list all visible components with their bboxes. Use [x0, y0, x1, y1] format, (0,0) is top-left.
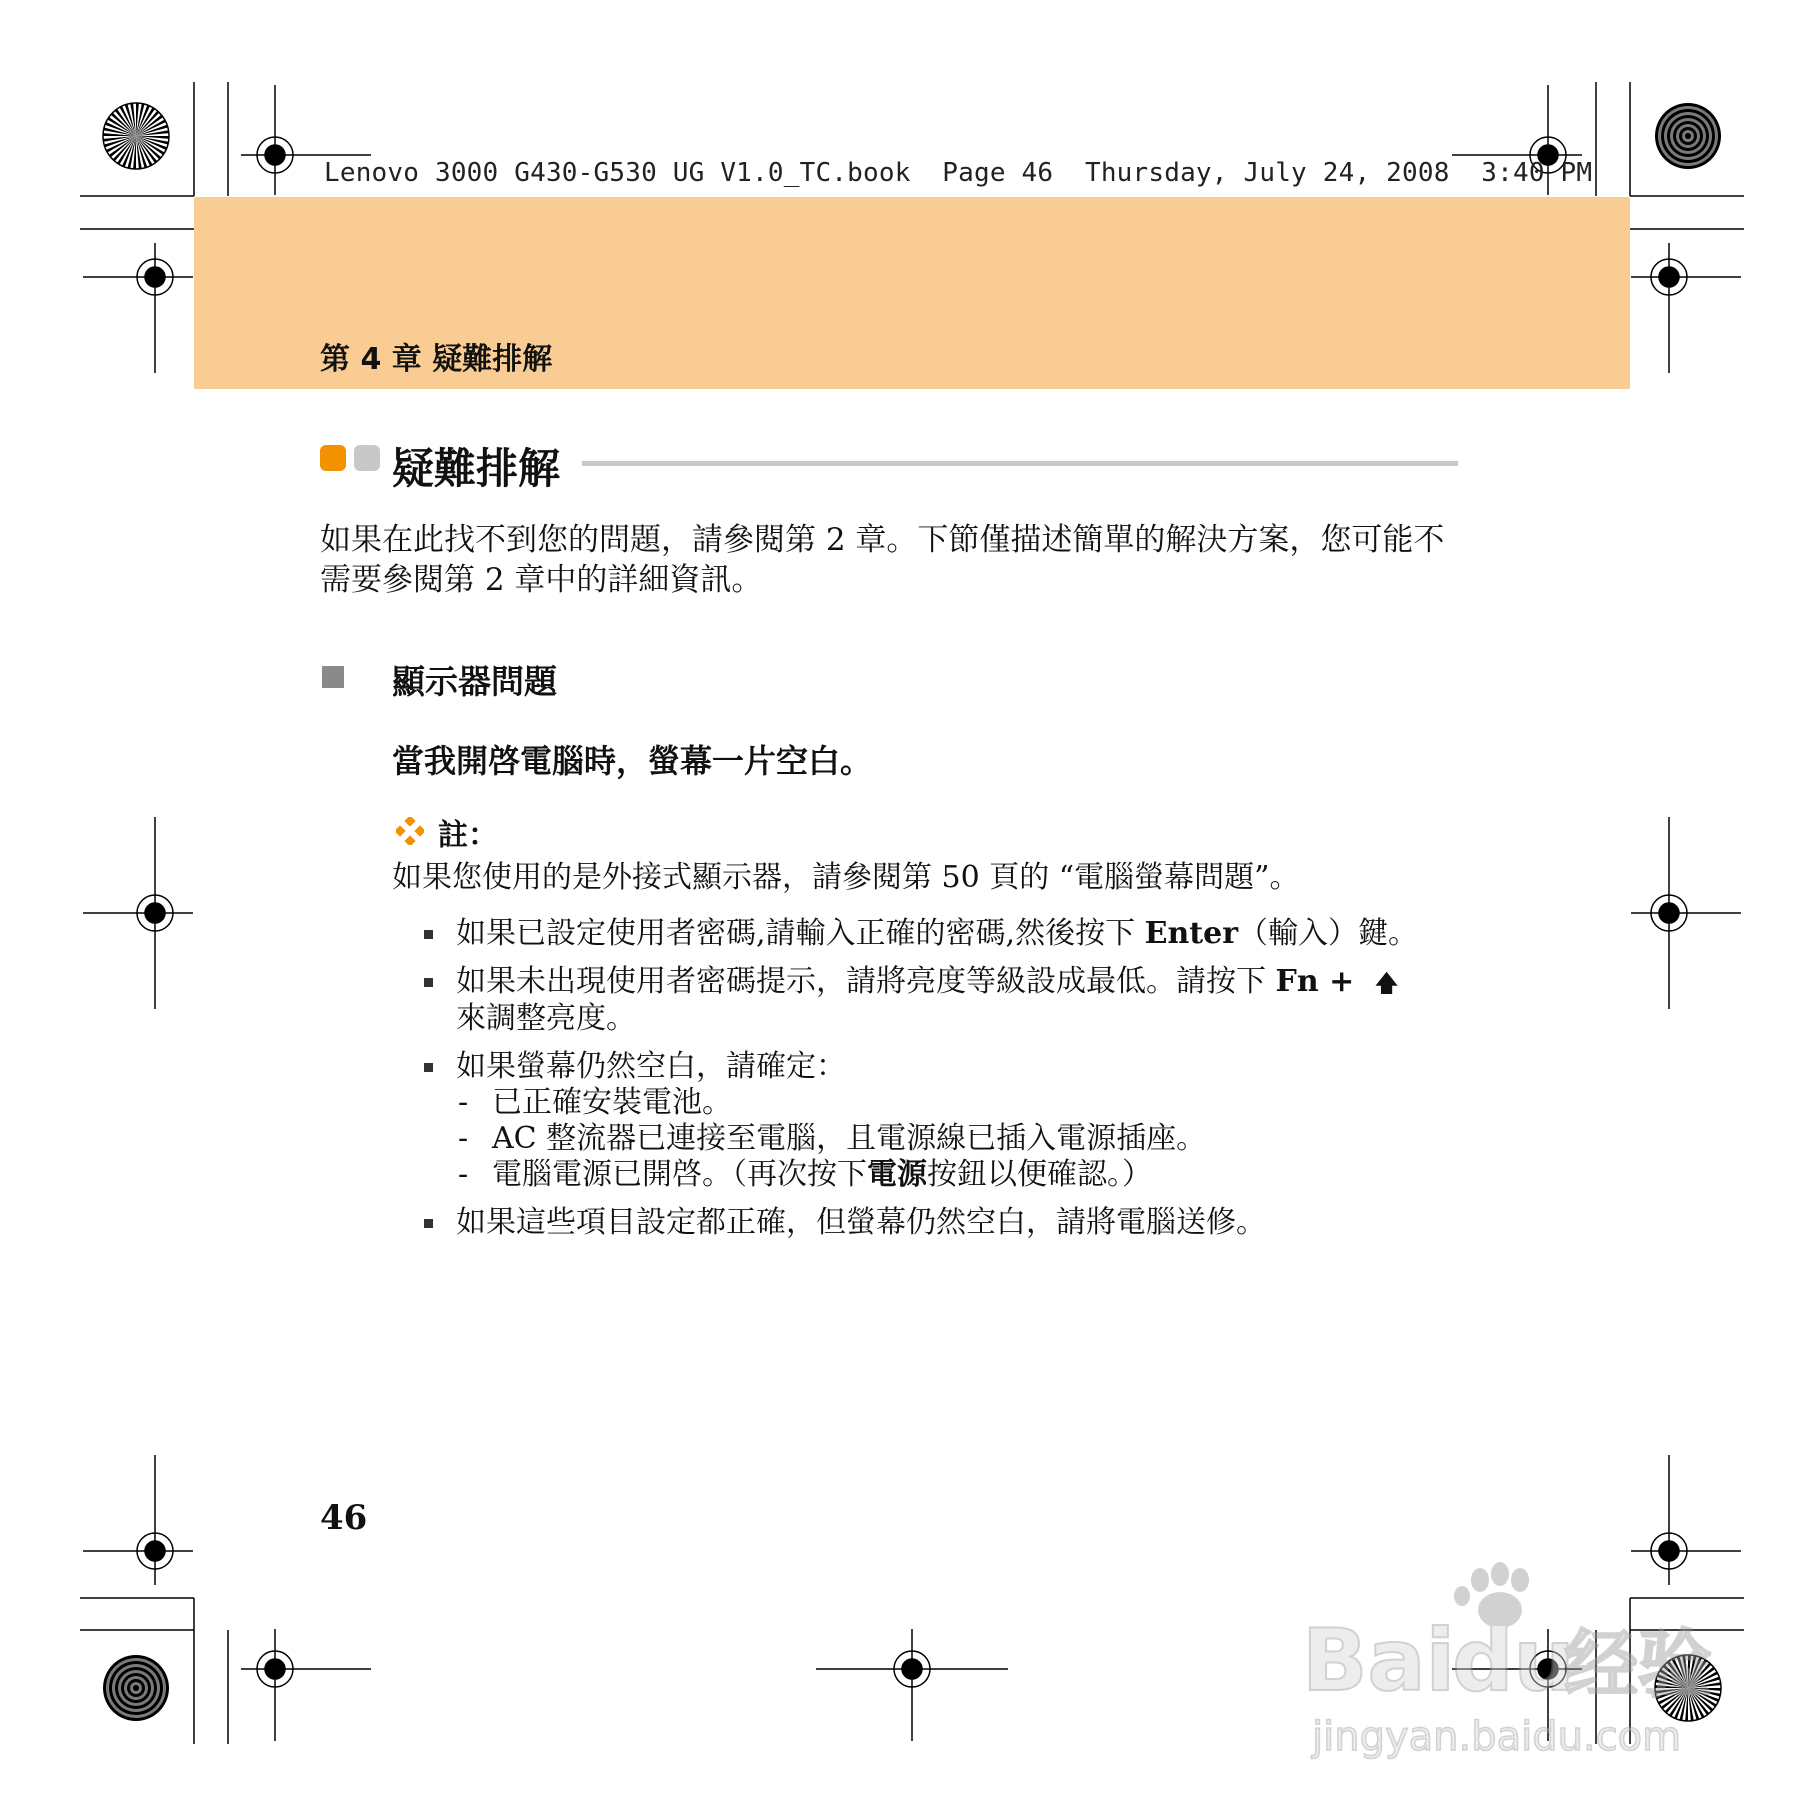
- list-item-text: 如果未出現使用者密碼提示，請將亮度等級設成最低。請按下: [456, 964, 1276, 999]
- bullet-icon: [424, 930, 433, 939]
- section-gray-marker: [354, 445, 380, 471]
- book-file-header: Lenovo 3000 G430-G530 UG V1.0_TC.book Page 46 Thursday, July 24, 2008 3:40 PM: [324, 158, 1593, 188]
- watermark-brand-du: du: [1452, 1611, 1575, 1711]
- power-label: 電源: [867, 1157, 927, 1192]
- dash-marker: -: [458, 1085, 469, 1120]
- subsection-square-bullet: [322, 666, 344, 688]
- list-item-text: 如果這些項目設定都正確，但螢幕仍然空白，請將電腦送修。: [456, 1205, 1266, 1240]
- page-number: 46: [320, 1498, 368, 1538]
- sub-item-text: 已正確安裝電池。: [492, 1085, 732, 1120]
- problem-question: 當我開啓電腦時，螢幕一片空白。: [392, 742, 873, 780]
- subsection-title: 顯示器問題: [392, 662, 557, 701]
- section-title: 疑難排解: [392, 444, 561, 493]
- section-orange-marker: [320, 445, 346, 471]
- bullet-icon: [424, 1219, 433, 1228]
- list-item: [422, 964, 1472, 1037]
- sub-item-text: 按鈕以便確認。）: [927, 1157, 1152, 1192]
- note-label: 註：: [438, 818, 498, 853]
- chapter-label: 第 4 章 疑難排解: [320, 342, 553, 377]
- list-item: [422, 916, 1472, 952]
- dash-marker: -: [458, 1121, 469, 1156]
- watermark-jingyan-cn: 经验: [1564, 1622, 1712, 1708]
- sub-item-text: AC 整流器已連接至電腦，且電源線已插入電源插座。: [492, 1121, 1207, 1156]
- sub-item: [456, 1085, 1472, 1121]
- sub-item-text: 電腦電源已開啓。（再次按下: [492, 1157, 867, 1192]
- solution-list: [422, 916, 1472, 1253]
- list-item: [422, 1049, 1472, 1193]
- sub-item: [456, 1157, 1472, 1193]
- list-item-text: （輸入）鍵。: [1238, 916, 1419, 951]
- section-rule: [582, 461, 1458, 466]
- list-item-text: 如果螢幕仍然空白，請確定：: [456, 1049, 846, 1084]
- note-text: 如果您使用的是外接式顯示器，請參閱第 50 頁的 “電腦螢幕問題”。: [392, 860, 1300, 895]
- dash-marker: -: [458, 1157, 469, 1192]
- note-diamond-icon: [396, 817, 424, 845]
- enter-key-label: Enter: [1144, 916, 1239, 951]
- list-item: [422, 1205, 1472, 1241]
- list-item-text: 來調整亮度。: [456, 1001, 636, 1036]
- sub-item: [456, 1121, 1472, 1157]
- list-item-text: 如果已設定使用者密碼,請輸入正確的密碼,然後按下: [456, 916, 1145, 951]
- bullet-icon: [424, 978, 433, 987]
- bullet-icon: [424, 1063, 433, 1072]
- fn-key-label: Fn +: [1275, 964, 1355, 999]
- intro-paragraph: 如果在此找不到您的問題，請參閱第 2 章。下節僅描述簡單的解決方案，您可能不需要參閱第 2 章中的詳細資訊。: [320, 522, 1445, 598]
- watermark-url: jingyan.baidu.com: [1312, 1714, 1682, 1760]
- up-arrow-key-icon: 🡅: [1374, 969, 1399, 997]
- baidu-jingyan-watermark: [1302, 1560, 1732, 1760]
- watermark-brand: Bai: [1302, 1611, 1456, 1711]
